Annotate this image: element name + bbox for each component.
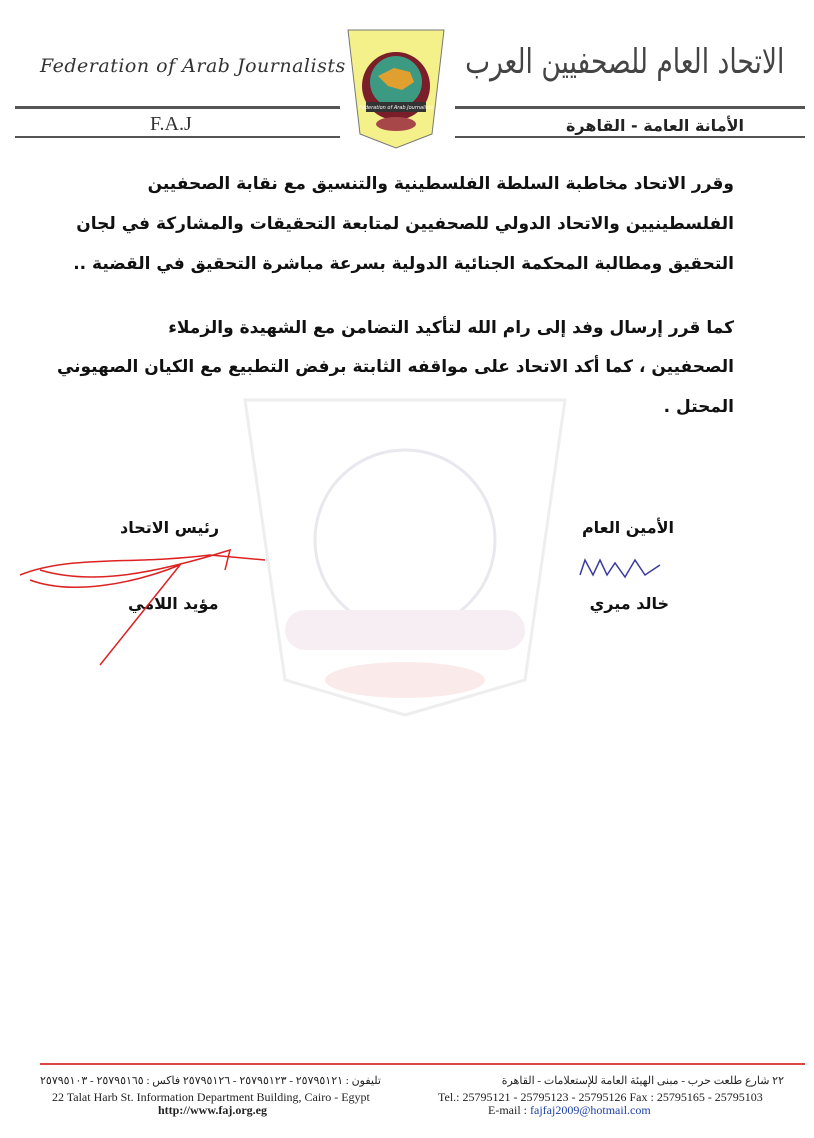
arabic-org-name: الاتحاد العام للصحفيين العرب — [464, 42, 784, 82]
abbreviation: F.A.J — [150, 113, 192, 135]
logo-text: Federation of Arab Journalists — [358, 105, 434, 111]
federation-logo — [344, 24, 448, 150]
secretary-signature — [575, 555, 665, 585]
header-rule-right-bottom — [455, 136, 805, 138]
secretariat-subtitle: الأمانة العامة - القاهرة — [565, 116, 744, 135]
english-org-name: Federation of Arab Journalists — [40, 55, 346, 77]
paragraph1-line1: وقرر الاتحاد مخاطبة السلطة الفلسطينية والتنسيق مع نقابة الصحفيين — [147, 174, 734, 194]
president-name: مؤيد اللامي — [128, 594, 219, 613]
logo-watermark — [235, 380, 575, 720]
secretary-general-name: خالد ميري — [589, 594, 669, 613]
footer-rule — [40, 1063, 805, 1065]
secretary-general-title: الأمين العام — [581, 518, 674, 537]
paragraph2-line2: الصحفيين ، كما أكد الاتحاد على مواقفه الثابتة برفض التطبيع مع الكيان الصهيوني — [56, 357, 734, 377]
footer-address-ar: ٢٢ شارع طلعت حرب - مبنى الهيئة العامة للإستعلامات - القاهرة — [501, 1075, 784, 1087]
paragraph2-line3: المحتل . — [663, 397, 734, 417]
president-title: رئيس الاتحاد — [120, 518, 220, 537]
website-link[interactable]: http://www.faj.org.eg — [158, 1103, 267, 1117]
footer-address-en: 22 Talat Harb St. Information Department Building, Cairo - Egypt — [52, 1090, 370, 1104]
footer-email — [488, 1103, 651, 1118]
header-rule-left — [15, 106, 340, 109]
paragraph1-line2: الفلسطينيين والاتحاد الدولي للصحفيين لمتابعة التحقيقات والمشاركة في لجان — [76, 214, 734, 234]
footer-phones-ar: تليفون : ٢٥٧٩٥١٢١ - ٢٥٧٩٥١٢٣ - ٢٥٧٩٥١٢٦ فاكس : ٢٥٧٩٥١٦٥ - ٢٥٧٩٥١٠٣ — [40, 1075, 381, 1087]
paragraph2-line1: كما قرر إرسال وفد إلى رام الله لتأكيد التضامن مع الشهيدة والزملاء — [168, 318, 734, 338]
paragraph1-line3: التحقيق ومطالبة المحكمة الجنائية الدولية بسرعة مباشرة التحقيق في القضية .. — [73, 254, 734, 274]
president-signature — [10, 525, 270, 675]
email-link[interactable]: fajfaj2009@hotmail.com — [530, 1103, 651, 1117]
footer-phones-en: Tel.: 25795121 - 25795123 - 25795126 Fax : 25795165 - 25795103 — [438, 1090, 763, 1104]
header-rule-left-bottom — [15, 136, 340, 138]
email-label: E-mail : — [488, 1103, 527, 1117]
header-rule-right — [455, 106, 805, 109]
